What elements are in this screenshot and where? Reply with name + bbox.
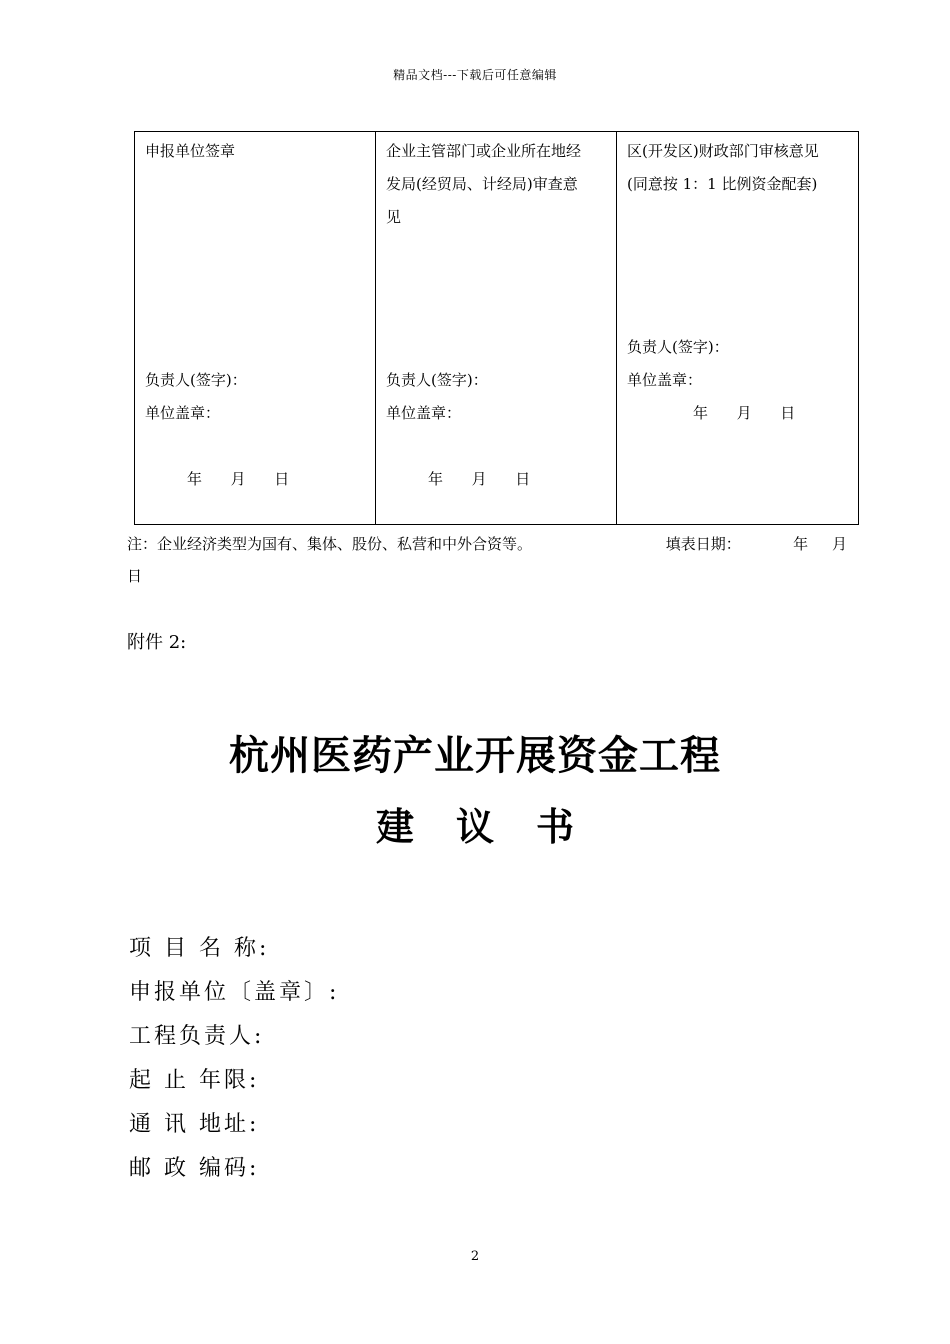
department-date-label: 年 月 日 — [428, 470, 531, 488]
applicant-unit-field: 申报单位〔盖章〕: — [129, 980, 340, 1005]
finance-review-cell — [617, 132, 859, 525]
department-review-heading-line-1: 企业主管部门或企业所在地经 — [386, 142, 582, 160]
project-period-field: 起 止 年限: — [129, 1068, 260, 1093]
postal-code-field: 邮 政 编码: — [129, 1156, 260, 1181]
mailing-address-field: 通 讯 地址: — [129, 1112, 260, 1137]
finance-signer-label: 负责人(签字)： — [627, 338, 729, 356]
applicant-seal-heading: 申报单位签章 — [145, 142, 236, 160]
department-review-heading-line-2: 发局(经贸局、计经局)审查意 — [386, 175, 578, 193]
table-footnote — [127, 528, 847, 592]
department-signer-label: 负责人(签字)： — [386, 371, 488, 389]
applicant-date-label: 年 月 日 — [187, 470, 290, 488]
department-seal-label: 单位盖章： — [386, 404, 462, 422]
project-info-fields — [129, 927, 339, 1191]
department-review-heading-line-3: 见 — [386, 208, 402, 226]
document-subtitle: 建议书 — [375, 805, 616, 849]
department-review-cell — [376, 132, 617, 525]
finance-date-label: 年 月 日 — [693, 404, 796, 422]
fill-date-label: 填表日期： 年 月 — [665, 535, 847, 553]
project-name-field: 项 目 名 称: — [129, 936, 270, 961]
finance-review-heading-line-2: (同意按 1：1 比例资金配套) — [627, 175, 818, 193]
header-note: 精品文档---下载后可任意编辑 — [393, 68, 557, 82]
page-number: 2 — [470, 1249, 480, 1264]
project-lead-field: 工程负责人: — [129, 1024, 265, 1049]
finance-seal-label: 单位盖章： — [627, 371, 703, 389]
attachment-label: 附件 2: — [127, 632, 187, 653]
document-title: 杭州医药产业开展资金工程 — [229, 733, 721, 779]
fill-date-day: 日 — [127, 567, 143, 585]
applicant-signer-label: 负责人(签字)： — [145, 371, 247, 389]
applicant-seal-label: 单位盖章： — [145, 404, 221, 422]
approval-signature-table — [134, 131, 859, 525]
applicant-seal-cell — [135, 132, 376, 525]
economic-type-note: 注：企业经济类型为国有、集体、股份、私营和中外合资等。 — [127, 535, 533, 553]
finance-review-heading-line-1: 区(开发区)财政部门审核意见 — [627, 142, 819, 160]
